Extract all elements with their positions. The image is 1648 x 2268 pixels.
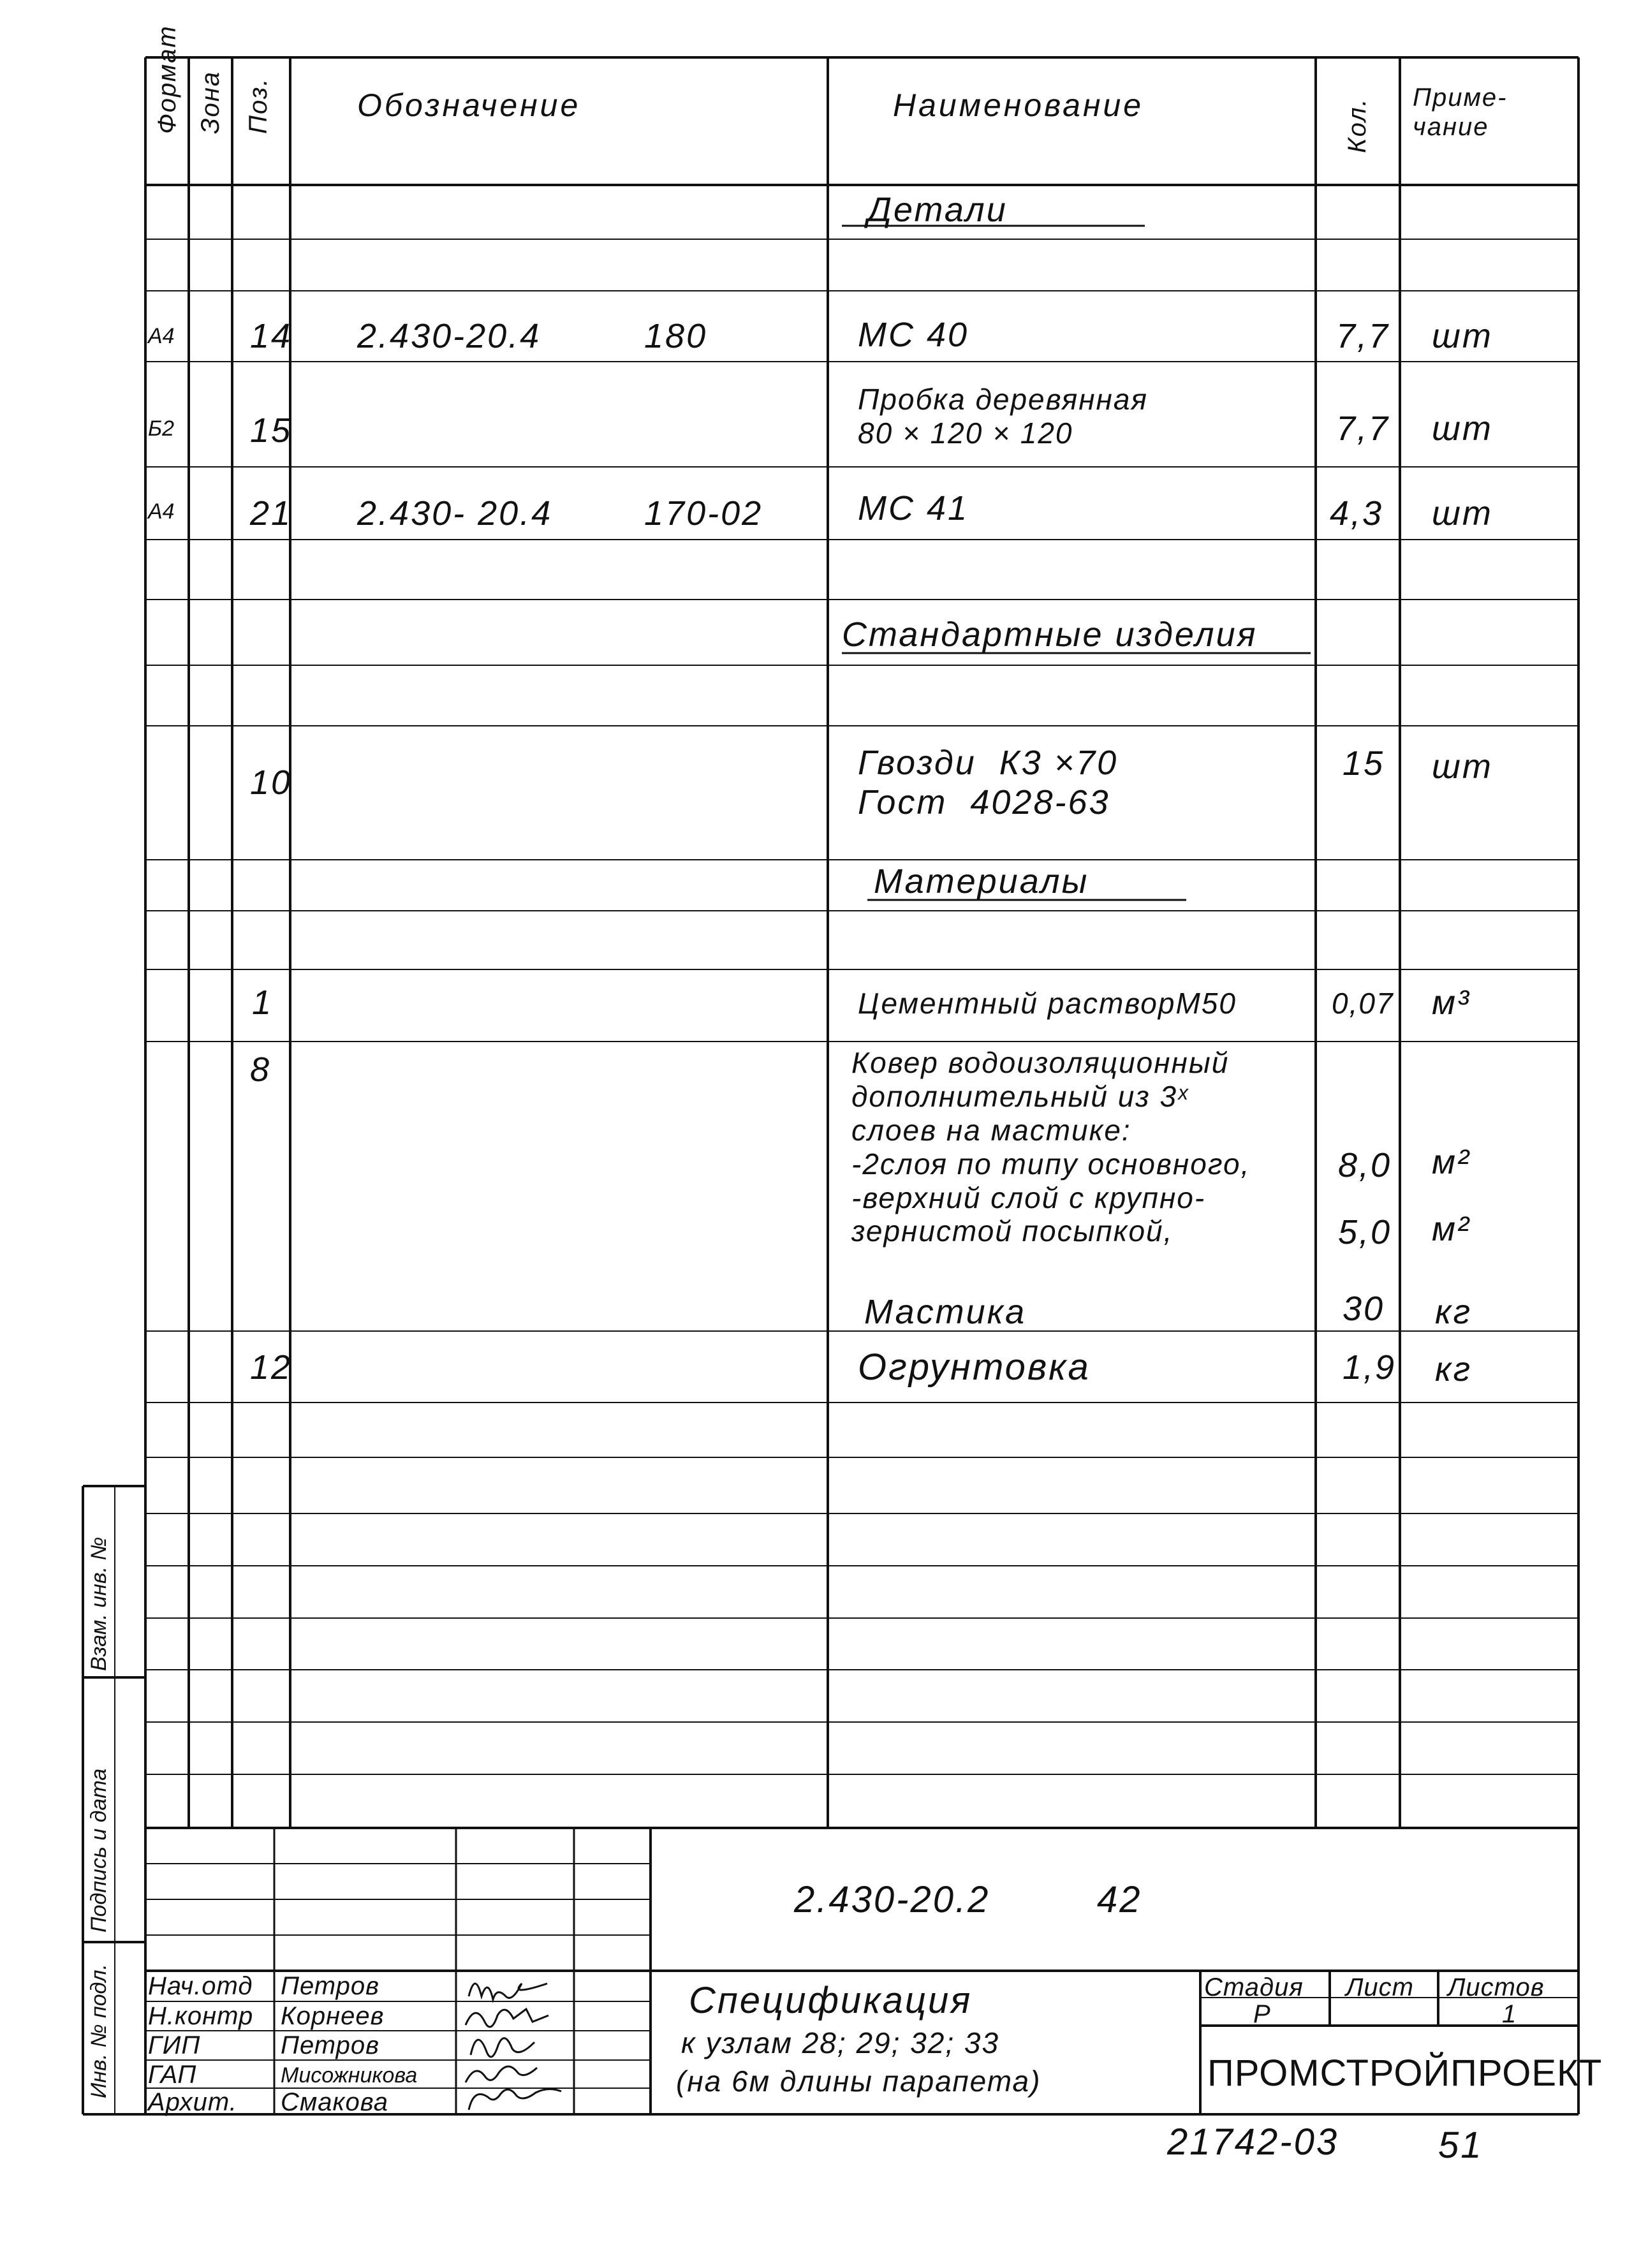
- sheets-label: Листов: [1448, 1973, 1545, 2001]
- row-unit: шт: [1432, 409, 1493, 448]
- row-name: Гвозди К3 ×70 Гост 4028-63: [858, 744, 1119, 822]
- side-label-vzam-inv: Взам. инв. №: [87, 1536, 111, 1671]
- row-qty: 7,7: [1336, 317, 1390, 355]
- row-qty: 4,3: [1330, 494, 1384, 533]
- header-note: Приме- чание: [1413, 84, 1508, 141]
- row-unit: шт: [1432, 747, 1493, 786]
- stage-label: Стадия: [1204, 1973, 1304, 2001]
- row-qty: 8,0: [1338, 1146, 1392, 1184]
- staff-name: Петров: [281, 2031, 380, 2059]
- staff-name: Петров: [281, 1972, 380, 2000]
- row-pos: 10: [250, 763, 293, 802]
- section-standard: Стандартные изделия: [842, 615, 1258, 654]
- row-pos: 15: [250, 411, 293, 450]
- row-format: Б2: [148, 416, 175, 441]
- organization-name: ПРОМСТРОЙПРОЕКТ: [1207, 2052, 1603, 2094]
- signature-3: [471, 2038, 534, 2057]
- staff-name: Мисожникова: [281, 2063, 418, 2088]
- staff-role: ГАП: [148, 2061, 197, 2089]
- stage-value: Р: [1253, 2000, 1271, 2028]
- row-name: Пробка деревянная 80 × 120 × 120: [858, 383, 1148, 450]
- row-name: Мастика: [864, 1293, 1027, 1331]
- row-pos: 8: [250, 1050, 272, 1089]
- row-unit: м³: [1432, 983, 1471, 1022]
- side-label-sign-date: Подпись и дата: [87, 1768, 111, 1933]
- doc-code: 2.430-20.2: [794, 1879, 990, 1920]
- row-unit: шт: [1432, 494, 1493, 533]
- row-format: А4: [148, 324, 175, 348]
- staff-role: Архит.: [148, 2088, 237, 2116]
- signature-2: [466, 2009, 548, 2027]
- header-designation: Обозначение: [357, 87, 581, 123]
- row-pos: 21: [250, 494, 293, 533]
- doc-title-line2: к узлам 28; 29; 32; 33: [681, 2026, 1000, 2059]
- row-format: А4: [148, 499, 175, 524]
- row-designation-sheet: 170-02: [644, 494, 763, 533]
- row-designation: 2.430- 20.4: [357, 494, 553, 533]
- row-name: МС 41: [858, 489, 969, 527]
- doc-title-line1: Спецификация: [689, 1980, 973, 2021]
- row-qty: 15: [1343, 744, 1385, 783]
- header-name: Наименование: [893, 87, 1144, 123]
- row-name: Огрунтовка: [858, 1346, 1091, 1388]
- header-format: Формат: [153, 25, 181, 134]
- staff-name: Корнеев: [281, 2002, 385, 2030]
- section-materials: Материалы: [874, 862, 1089, 901]
- doc-sheet-code: 42: [1097, 1879, 1142, 1920]
- row-unit: м²: [1432, 1210, 1471, 1248]
- row-unit: м²: [1432, 1143, 1471, 1181]
- row-name: Цементный растворМ50: [858, 987, 1237, 1020]
- row-designation-sheet: 180: [644, 317, 708, 355]
- row-pos: 14: [250, 317, 293, 355]
- staff-role: ГИП: [148, 2031, 201, 2059]
- section-details: Детали: [867, 191, 1008, 229]
- row-qty: 5,0: [1338, 1213, 1392, 1251]
- row-unit: шт: [1432, 317, 1493, 355]
- header-zone: Зона: [196, 70, 224, 134]
- staff-role: Нач.отд: [148, 1972, 253, 2000]
- page-number: 51: [1438, 2124, 1483, 2166]
- archive-number: 21742-03: [1167, 2121, 1339, 2163]
- row-pos: 12: [250, 1348, 293, 1387]
- row-name: Ковер водоизоляционный дополнительный из 3ˣ слоев на мастике: -2слоя по типу основного, -верхний слой с крупно- зернистой посыпкой,: [851, 1046, 1251, 1248]
- staff-name: Смакова: [281, 2088, 388, 2116]
- row-pos: 1: [252, 983, 274, 1022]
- signature-4: [466, 2066, 537, 2082]
- row-unit: кг: [1435, 1293, 1473, 1331]
- row-designation: 2.430-20.4: [357, 317, 541, 355]
- signature-5: [469, 2089, 561, 2110]
- row-name: МС 40: [858, 316, 969, 354]
- sheets-value: 1: [1502, 2000, 1517, 2028]
- sheet-label: Лист: [1346, 1973, 1414, 2001]
- header-pos: Поз.: [244, 77, 272, 134]
- row-qty: 0,07: [1332, 987, 1394, 1020]
- row-qty: 7,7: [1336, 409, 1390, 448]
- row-unit: кг: [1435, 1350, 1473, 1388]
- staff-role: Н.контр: [148, 2002, 254, 2030]
- doc-title-line3: (на 6м длины парапета): [676, 2065, 1041, 2098]
- side-label-inv-orig: Инв. № подл.: [87, 1964, 111, 2098]
- signature-1: [469, 1984, 547, 1999]
- row-qty: 30: [1343, 1290, 1385, 1328]
- row-qty: 1,9: [1343, 1348, 1397, 1387]
- header-qty: Кол.: [1343, 98, 1371, 153]
